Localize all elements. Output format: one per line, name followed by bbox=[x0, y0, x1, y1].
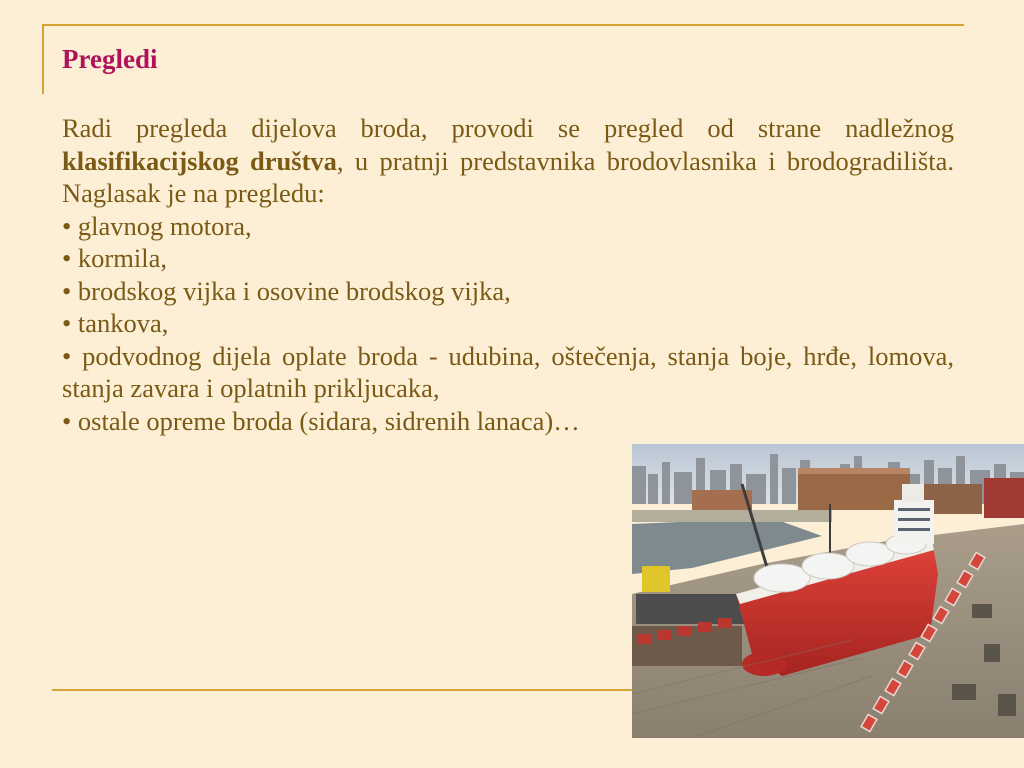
top-rule bbox=[42, 24, 964, 26]
intro-text-start: Radi pregleda dijelova broda, provodi se pregled od strane nadležnog bbox=[62, 113, 954, 143]
ship-drydock-image bbox=[632, 444, 1024, 738]
bullet-item: • podvodnog dijela oplate broda - udubina, oštečenja, stanja boje, hrđe, lomova, stanja zavara i oplatnih prikljucaka, bbox=[62, 340, 954, 403]
bullet-item: • tankova, bbox=[62, 308, 169, 338]
bullet-list bbox=[62, 210, 954, 438]
bullet-item: • glavnog motora, bbox=[62, 210, 252, 241]
intro-bold-term: klasifikacijskog društva bbox=[62, 145, 337, 176]
slide-body bbox=[62, 112, 954, 437]
bullet-item: • ostale opreme broda (sidara, sidrenih lanaca)… bbox=[62, 405, 580, 436]
bullet-item: • brodskog vijka i osovine brodskog vijka, bbox=[62, 275, 511, 306]
slide-title: Pregledi bbox=[62, 44, 158, 74]
intro-paragraph bbox=[62, 112, 954, 210]
intro-text-end: , u pratnji predstavnika brodovlasnika i brodogradilišta. Naglasak je na pregledu: bbox=[62, 145, 954, 208]
side-rule bbox=[42, 24, 44, 94]
bottom-rule bbox=[52, 689, 652, 691]
shipyard-photo bbox=[632, 444, 1024, 738]
bullet-item: • kormila, bbox=[62, 243, 167, 273]
